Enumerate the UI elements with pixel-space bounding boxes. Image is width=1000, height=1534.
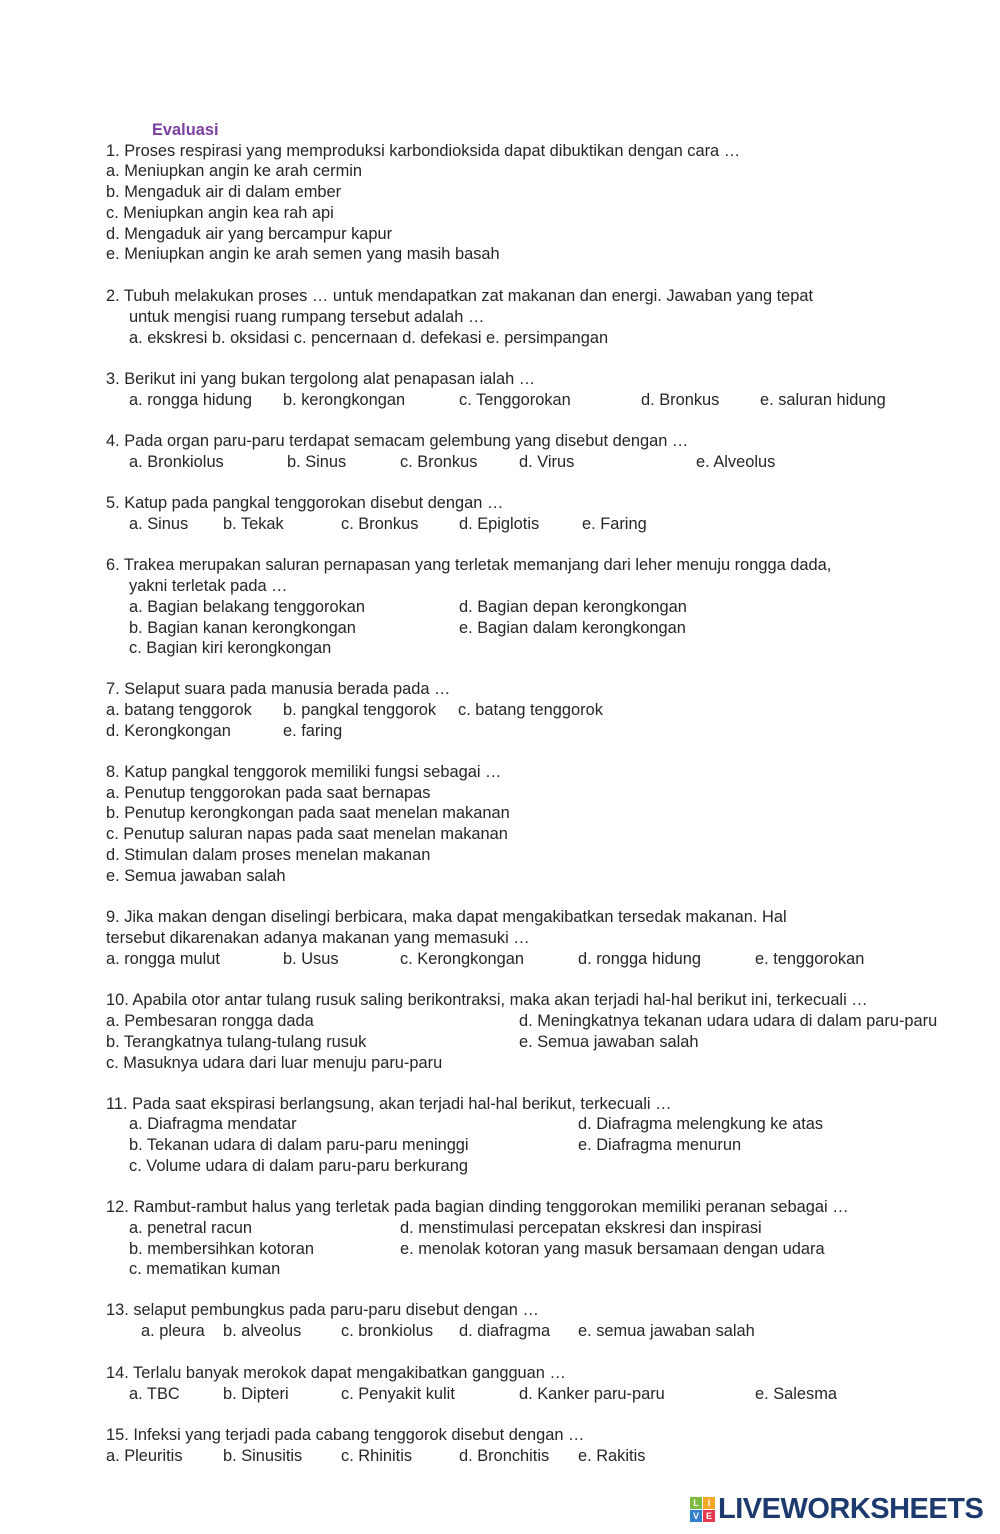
answer-option[interactable]: a. Pleuritis	[106, 1447, 183, 1465]
question-text: 14. Terlalu banyak merokok dapat mengakibatkan gangguan …	[106, 1364, 566, 1382]
answer-option[interactable]: b. Usus	[283, 950, 339, 968]
answer-option[interactable]: c. Bronkus	[341, 515, 419, 533]
answer-option[interactable]: a. Bagian belakang tenggorokan	[129, 598, 366, 616]
question-text: 7. Selaput suara pada manusia berada pada …	[106, 680, 451, 698]
answer-option[interactable]: d. menstimulasi percepatan ekskresi dan inspirasi	[400, 1219, 762, 1237]
answer-option[interactable]: d. Virus	[519, 453, 575, 471]
answer-option[interactable]: e. Salesma	[755, 1385, 837, 1403]
answer-option[interactable]: a. Penutup tenggorokan pada saat bernapas	[106, 784, 431, 802]
answer-option[interactable]: d. rongga hidung	[578, 950, 702, 968]
answer-option[interactable]: e. Diafragma menurun	[578, 1136, 742, 1154]
answer-option[interactable]: a. TBC	[129, 1385, 180, 1403]
question-text: 6. Trakea merupakan saluran pernapasan yang terletak memanjang dari leher menuju rongga dada,	[106, 556, 832, 574]
answer-option[interactable]: d. Stimulan dalam proses menelan makanan	[106, 846, 431, 864]
answer-option[interactable]: e. semua jawaban salah	[578, 1322, 755, 1340]
answer-option[interactable]: a. pleura	[141, 1322, 205, 1340]
answer-option[interactable]: c. Meniupkan angin kea rah api	[106, 204, 334, 222]
answer-option[interactable]: a. rongga mulut	[106, 950, 220, 968]
answer-option[interactable]: e. Semua jawaban salah	[519, 1033, 699, 1051]
answer-option[interactable]: c. Penyakit kulit	[341, 1385, 455, 1403]
answer-option[interactable]: b. Sinusitis	[223, 1447, 303, 1465]
answer-option[interactable]: b. kerongkongan	[283, 391, 406, 409]
answer-option[interactable]: e. Faring	[582, 515, 647, 533]
answer-option[interactable]: b. Sinus	[287, 453, 347, 471]
question-text: 10. Apabila otor antar tulang rusuk saling berikontraksi, maka akan terjadi hal-hal berikut ini, terkecuali …	[106, 991, 868, 1009]
answer-option[interactable]: c. pencernaan	[293, 329, 398, 347]
answer-option[interactable]: d. diafragma	[459, 1322, 551, 1340]
answer-option[interactable]: e. menolak kotoran yang masuk bersamaan dengan udara	[400, 1240, 825, 1258]
answer-option[interactable]: c. Bagian kiri kerongkongan	[129, 639, 332, 657]
answer-option[interactable]: c. Volume udara di dalam paru-paru berkurang	[129, 1157, 468, 1175]
answer-option[interactable]: c. batang tenggorok	[458, 701, 603, 719]
answer-option[interactable]: d. Kerongkongan	[106, 722, 231, 740]
answer-option[interactable]: e. Meniupkan angin ke arah semen yang masih basah	[106, 245, 500, 263]
question-text: 12. Rambut-rambut halus yang terletak pada bagian dinding tenggorokan memiliki peranan sebagai …	[106, 1198, 849, 1216]
answer-option[interactable]: e. faring	[283, 722, 343, 740]
question-text: 2. Tubuh melakukan proses … untuk mendapatkan zat makanan dan energi. Jawaban yang tepat	[106, 287, 814, 305]
question-text: untuk mengisi ruang rumpang tersebut adalah …	[129, 308, 485, 326]
answer-option[interactable]: a. batang tenggorok	[106, 701, 252, 719]
answer-option[interactable]: e. tenggorokan	[755, 950, 865, 968]
question-text: 8. Katup pangkal tenggorok memiliki fungsi sebagai …	[106, 763, 502, 781]
answer-option[interactable]: c. Penutup saluran napas pada saat menelan makanan	[106, 825, 508, 843]
answer-option[interactable]: c. bronkiolus	[341, 1322, 434, 1340]
answer-option[interactable]: a. ekskresi	[129, 329, 208, 347]
logo-letter: I	[703, 1497, 715, 1509]
liveworksheets-logo	[690, 1494, 983, 1524]
answer-option[interactable]: d. Kanker paru-paru	[519, 1385, 665, 1403]
question-text: 3. Berikut ini yang bukan tergolong alat penapasan ialah …	[106, 370, 536, 388]
answer-option[interactable]: a. rongga hidung	[129, 391, 253, 409]
answer-option[interactable]: d. defekasi	[402, 329, 482, 347]
answer-option[interactable]: c. Tenggorokan	[459, 391, 571, 409]
answer-option[interactable]: b. Tekak	[223, 515, 284, 533]
answer-option[interactable]: d. Diafragma melengkung ke atas	[578, 1115, 824, 1133]
answer-option[interactable]: d. Bronchitis	[459, 1447, 550, 1465]
logo-letter: E	[703, 1510, 715, 1522]
question-text: tersebut dikarenakan adanya makanan yang memasuki …	[106, 929, 530, 947]
answer-option[interactable]: b. Mengaduk air di dalam ember	[106, 183, 342, 201]
answer-option[interactable]: d. Bronkus	[641, 391, 720, 409]
answer-option[interactable]: c. Masuknya udara dari luar menuju paru-paru	[106, 1054, 443, 1072]
answer-option[interactable]: e. Rakitis	[578, 1447, 646, 1465]
question-text: 9. Jika makan dengan diselingi berbicara, maka dapat mengakibatkan tersedak makanan. Hal	[106, 908, 787, 926]
logo-letter: V	[690, 1510, 702, 1522]
answer-option[interactable]: d. Meningkatnya tekanan udara udara di dalam paru-paru	[519, 1012, 938, 1030]
answer-option[interactable]: a. Pembesaran rongga dada	[106, 1012, 314, 1030]
answer-option[interactable]: d. Mengaduk air yang bercampur kapur	[106, 225, 393, 243]
answer-option[interactable]: b. pangkal tenggorok	[283, 701, 437, 719]
question-text: yakni terletak pada …	[129, 577, 288, 595]
answer-option[interactable]: c. Bronkus	[400, 453, 478, 471]
answer-option[interactable]: e. persimpangan	[485, 329, 609, 347]
answer-option[interactable]: c. Rhinitis	[341, 1447, 413, 1465]
logo-letter: L	[690, 1497, 702, 1509]
logo-icon	[690, 1497, 715, 1522]
answer-option[interactable]: a. penetral racun	[129, 1219, 253, 1237]
question-text: 13. selaput pembungkus pada paru-paru disebut dengan …	[106, 1301, 539, 1319]
answer-option[interactable]: a. Diafragma mendatar	[129, 1115, 297, 1133]
answer-option[interactable]: b. membersihkan kotoran	[129, 1240, 314, 1258]
answer-option[interactable]: c. Kerongkongan	[400, 950, 524, 968]
question-text: 5. Katup pada pangkal tenggorokan disebut dengan …	[106, 494, 504, 512]
answer-option[interactable]: b. alveolus	[223, 1322, 302, 1340]
answer-option[interactable]: d. Bagian depan kerongkongan	[459, 598, 687, 616]
answer-option[interactable]: e. Semua jawaban salah	[106, 867, 286, 885]
question-text: 11. Pada saat ekspirasi berlangsung, akan terjadi hal-hal berikut, terkecuali …	[106, 1095, 672, 1113]
option-row	[129, 328, 608, 348]
section-title: Evaluasi	[152, 121, 219, 139]
answer-option[interactable]: a. Sinus	[129, 515, 189, 533]
answer-option[interactable]: b. Terangkatnya tulang-tulang rusuk	[106, 1033, 367, 1051]
answer-option[interactable]: b. Tekanan udara di dalam paru-paru meninggi	[129, 1136, 469, 1154]
question-text: 15. Infeksi yang terjadi pada cabang tenggorok disebut dengan …	[106, 1426, 585, 1444]
logo-text: LIVEWORKSHEETS	[718, 1493, 984, 1525]
answer-option[interactable]: a. Meniupkan angin ke arah cermin	[106, 162, 363, 180]
answer-option[interactable]: b. Penutup kerongkongan pada saat menelan makanan	[106, 804, 510, 822]
answer-option[interactable]: e. Bagian dalam kerongkongan	[459, 619, 686, 637]
answer-option[interactable]: b. Bagian kanan kerongkongan	[129, 619, 356, 637]
answer-option[interactable]: b. Dipteri	[223, 1385, 289, 1403]
question-text: 4. Pada organ paru-paru terdapat semacam gelembung yang disebut dengan …	[106, 432, 689, 450]
question-text: 1. Proses respirasi yang memproduksi karbondioksida dapat dibuktikan dengan cara …	[106, 142, 741, 160]
answer-option[interactable]: a. Bronkiolus	[129, 453, 224, 471]
answer-option[interactable]: e. saluran hidung	[760, 391, 886, 409]
answer-option[interactable]: c. mematikan kuman	[129, 1260, 281, 1278]
answer-option[interactable]: b. oksidasi	[211, 329, 290, 347]
answer-option[interactable]: e. Alveolus	[696, 453, 776, 471]
answer-option[interactable]: d. Epiglotis	[459, 515, 540, 533]
